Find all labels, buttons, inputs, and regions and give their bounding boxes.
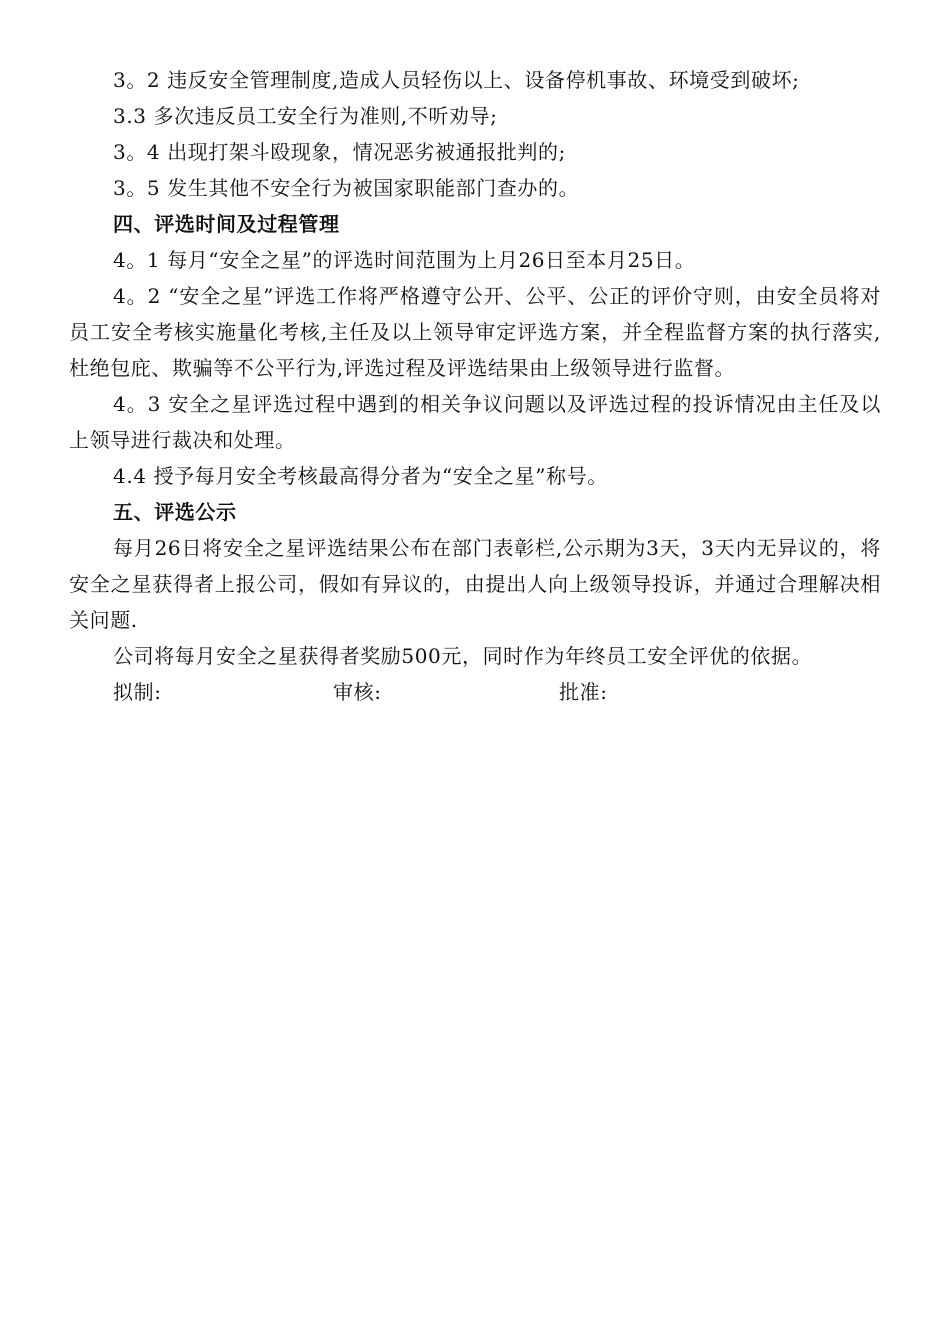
clause-4-4: 4.4 授予每月安全考核最高得分者为“安全之星”称号。	[113, 464, 608, 488]
document-page	[69, 62, 881, 710]
clause-3-2: 3。2 违反安全管理制度,造成人员轻伤以上、设备停机事故、环境受到破坏;	[113, 68, 800, 92]
publicity-paragraph: 每月26日将安全之星评选结果公布在部门表彰栏,公示期为3天，3天内无异议的，将安全之星获得者上报公司，假如有异议的，由提出人向上级领导投诉，并通过合理解决相关问题.	[69, 536, 881, 632]
draft-signature-label: 拟制:	[113, 680, 162, 704]
clause-3-3: 3.3 多次违反员工安全行为准则,不听劝导;	[113, 104, 498, 128]
section-heading-5: 五、评选公示	[113, 500, 237, 524]
clause-3-4: 3。4 出现打架斗殴现象，情况恶劣被通报批判的;	[113, 140, 566, 164]
clause-4-2: 4。2 “安全之星”评选工作将严格遵守公开、公平、公正的评价守则，由安全员将对员工安全考核实施量化考核,主任及以上领导审定评选方案，并全程监督方案的执行落实,杜绝包庇、欺骗等不公平行为,评选过程及评选结果由上级领导进行监督。	[69, 284, 881, 380]
approve-signature-label: 批准:	[559, 680, 608, 704]
signature-row	[69, 674, 881, 710]
clause-4-3: 4。3 安全之星评选过程中遇到的相关争议问题以及评选过程的投诉情况由主任及以上领导进行裁决和处理。	[69, 392, 881, 452]
clause-4-1: 4。1 每月“安全之星”的评选时间范围为上月26日至本月25日。	[113, 248, 696, 272]
section-heading-4: 四、评选时间及过程管理	[113, 212, 340, 236]
clause-3-5: 3。5 发生其他不安全行为被国家职能部门查办的。	[113, 176, 580, 200]
review-signature-label: 审核:	[333, 680, 382, 704]
reward-paragraph: 公司将每月安全之星获得者奖励500元，同时作为年终员工安全评优的依据。	[113, 644, 813, 668]
